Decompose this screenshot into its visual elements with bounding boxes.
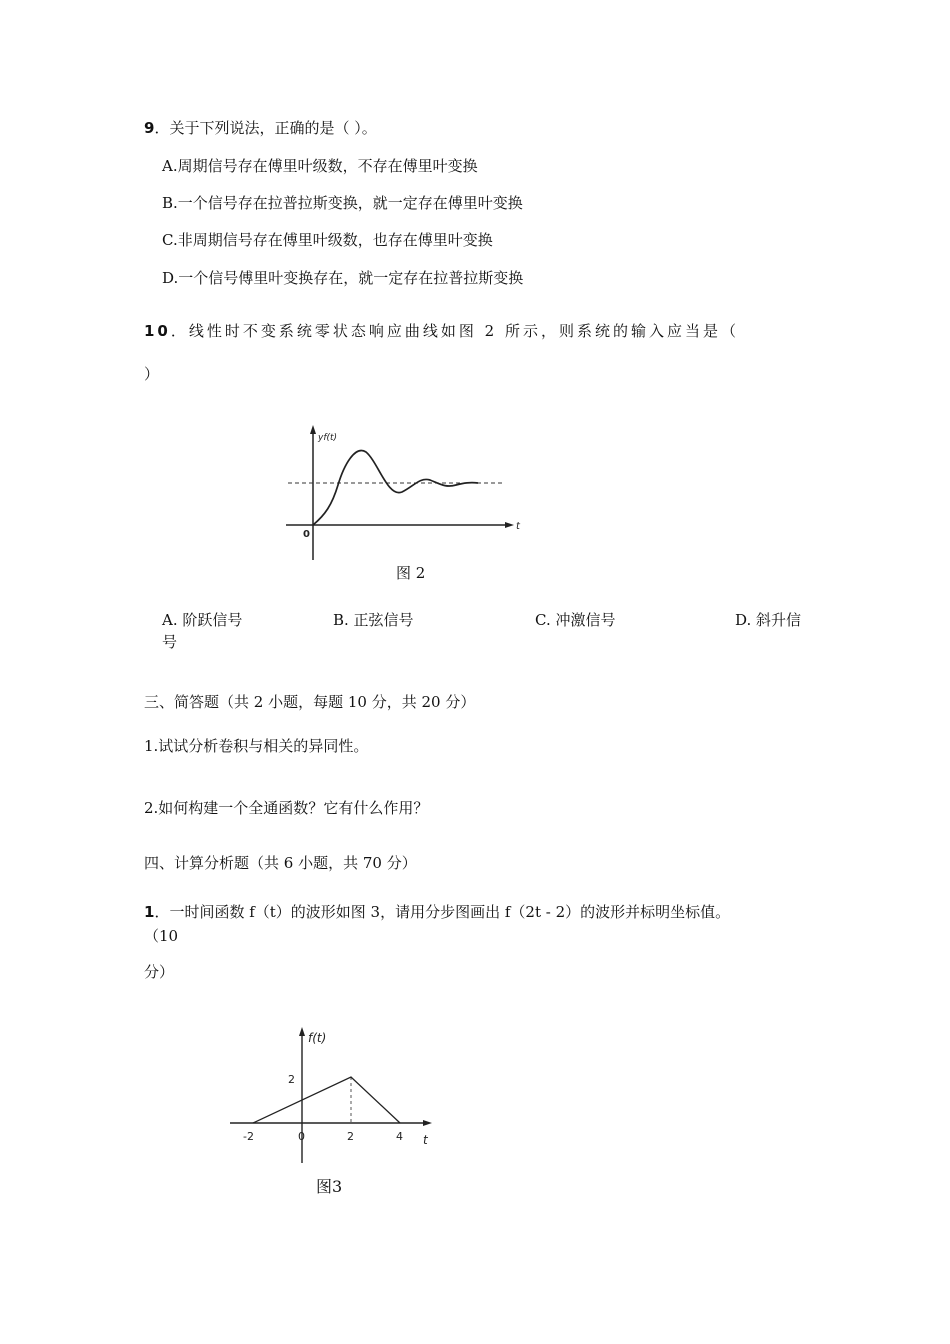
fig2-origin-label: 0	[303, 529, 310, 540]
q9-number: 9	[144, 119, 155, 137]
section4-q1-text: ．一时间函数 f（t）的波形如图 3，请用分步图画出 f（2t - 2）的波形并标明坐标值。	[154, 903, 731, 921]
q10-option-a: A. 阶跃信号	[162, 611, 243, 629]
fig3-y-arrow	[299, 1027, 305, 1036]
section4-q1-points-b: 分）	[144, 963, 175, 981]
q10-stem-line2: ）	[144, 365, 160, 383]
section4-q1-number: 1	[144, 903, 155, 921]
q9-option-b: B.一个信号存在拉普拉斯变换，就一定存在傅里叶变换	[162, 194, 523, 212]
q9-option-d: D.一个信号傅里叶变换存在，就一定存在拉普拉斯变换	[162, 269, 524, 287]
fig3-x-tick-label: 2	[347, 1130, 354, 1143]
section3-q1: 1.试试分析卷积与相关的异同性。	[144, 737, 369, 755]
section3-title: 三、简答题（共 2 小题，每题 10 分，共 20 分）	[144, 693, 476, 711]
q9-option-a: A.周期信号存在傅里叶级数，不存在傅里叶变换	[162, 157, 478, 175]
fig3-x-label: t	[423, 1133, 428, 1147]
figure-3	[225, 1020, 450, 1168]
fig2-x-arrow	[505, 522, 514, 528]
fig2-y-label: yf(t)	[318, 433, 338, 443]
q10-option-c: C. 冲激信号	[535, 611, 616, 629]
section3-q2: 2.如何构建一个全通函数？它有什么作用？	[144, 799, 429, 817]
fig2-response-curve	[313, 451, 478, 525]
fig2-y-arrow	[310, 425, 316, 434]
q9-option-c: C.非周期信号存在傅里叶级数，也存在傅里叶变换	[162, 231, 493, 249]
q10-text: ．线性时不变系统零状态响应曲线如图 2 所示，则系统的输入应当是（	[170, 322, 739, 340]
fig3-x-tick-label: 4	[396, 1130, 403, 1143]
section4-q1-points-a: （10	[144, 927, 179, 945]
fig3-y-tick-label: 2	[288, 1073, 295, 1086]
figure-2	[280, 420, 530, 565]
fig3-x-tick-label: 0	[298, 1130, 305, 1143]
q9-stem	[144, 117, 377, 138]
fig3-x-arrow	[423, 1120, 432, 1126]
fig3-caption: 图3	[316, 1177, 343, 1196]
q10-option-d: D. 斜升信	[735, 611, 802, 629]
fig3-y-label: f(t)	[308, 1031, 327, 1045]
q9-text: ．关于下列说法，正确的是（ ）。	[154, 119, 377, 137]
section4-title: 四、计算分析题（共 6 小题，共 70 分）	[144, 854, 417, 872]
q10-number: 10	[144, 322, 171, 340]
q10-stem	[144, 320, 739, 341]
section4-q1-stem	[144, 901, 730, 922]
fig3-x-tick-label: -2	[243, 1130, 254, 1143]
fig2-caption: 图 2	[396, 564, 426, 582]
q10-option-b: B. 正弦信号	[333, 611, 414, 629]
fig2-x-label: t	[516, 521, 520, 532]
q10-option-d-wrap: 号	[162, 633, 178, 651]
fig3-waveform	[253, 1077, 400, 1123]
